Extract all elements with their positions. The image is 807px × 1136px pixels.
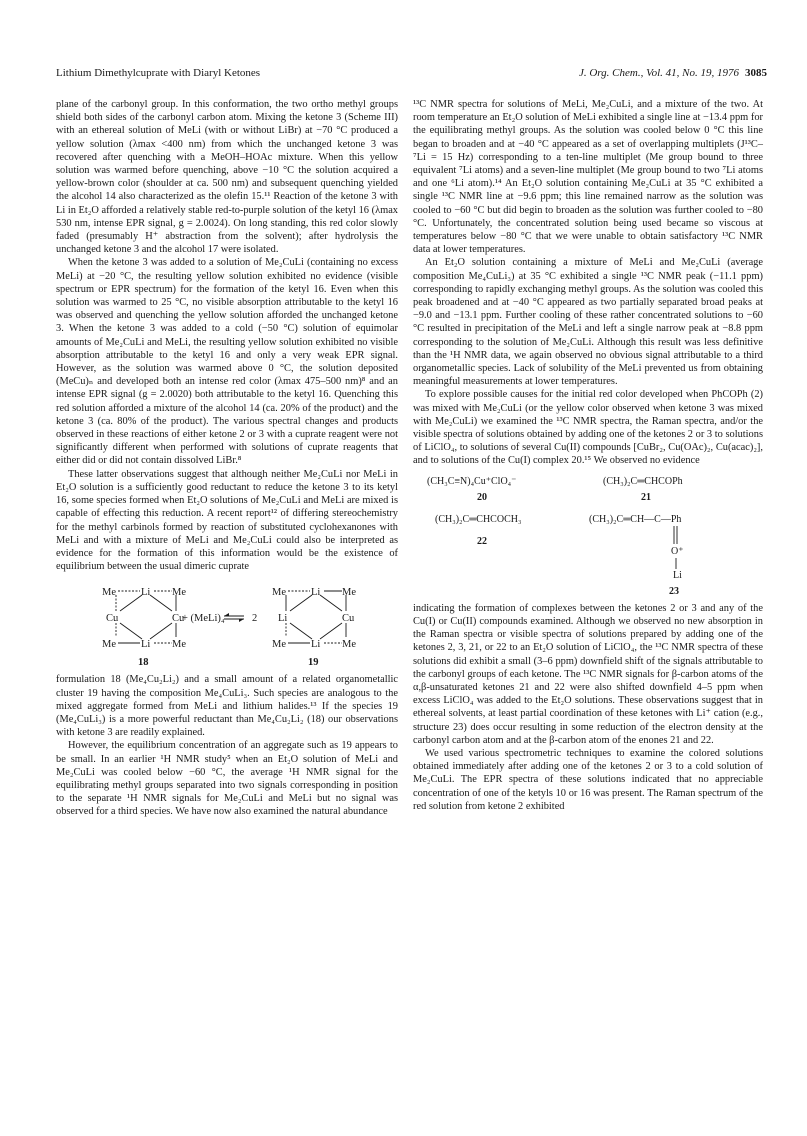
scheme-atom-li: Li	[141, 587, 151, 599]
compound-label-23: 23	[669, 585, 679, 597]
structures-20-23	[413, 472, 763, 598]
structure-23-lithium: Li	[673, 569, 682, 581]
structure-23-formula: (CH₃)₂C═CH—C—Ph	[589, 513, 682, 525]
scheme-atom-me: Me	[102, 639, 116, 651]
scheme-atom-li: Li	[278, 613, 288, 625]
paragraph: formulation 18 (Me₄Cu₂Li₂) and a small amount of a related organometallic cluster 19 having the composition Me₄CuLi₃. Such species are analogous to the mixed aggregate formed from MeLi and lithium halides.¹³ If the species 19 (Me₄CuLi₃) is a more powerful reductant than Me₄Cu₂Li₂ (18) our observations with ketone 3 are readily explained.	[56, 674, 398, 739]
structure-20-formula: (CH₃C≡N)₄Cu⁺ClO₄⁻	[427, 475, 517, 487]
compound-label-19: 19	[308, 657, 319, 669]
compound-label-21: 21	[641, 491, 651, 503]
paragraph: When the ketone 3 was added to a solution of Me₂CuLi (containing no excess MeLi) at −20 °C, the resulting yellow solution exhibited no evidence (visible spectrum or EPR spectrum) for the formation of the ketyl 16. Even when this solution was warmed to 25 °C, no visible absorption attributable to the ketyl 16 was observed and quenching the yellow solution afforded the unchanged ketone 3. When the ketone 3 was added to a cold (−50 °C) solution of equimolar amounts of Me₂CuLi and MeLi, the resulting yellow solution exhibited no visible absorption attributable to the ketyl 16 and only a very weak EPR signal. However, as the solution was warmed above 0 °C, the solution deposited (MeCu)ₙ and developed both an intense red color (λmax 475–500 nm)⁸ and an intense EPR signal (g = 2.0020) both attributable to the ketyl 16. Quenching this red solution afforded a mixture of the alcohol 14 (ca. 20% of the product) and the ketone 3 (ca. 80% of the product). The various spectral changes and products observed in these reactions of either ketone 2 or 3 with a cuprate reagent were not significantly different when performed with solutions of cuprate reagents that either did or did not contain dissolved LiBr.⁸	[56, 257, 398, 467]
scheme-atom-li: Li	[141, 639, 151, 651]
scheme-atom-li: Li	[311, 639, 321, 651]
compound-label-20: 20	[477, 491, 487, 503]
journal-name: J. Org. Chem., Vol. 41, No. 19, 1976	[578, 67, 739, 79]
right-column	[413, 98, 763, 813]
scheme-coefficient: 2	[252, 613, 258, 625]
scheme-reagent: + (MeLi)₄	[182, 613, 225, 625]
scheme-atom-me: Me	[172, 587, 186, 599]
cluster-equilibrium-scheme	[56, 577, 398, 669]
scheme-atom-cu: Cu	[342, 613, 355, 625]
paragraph: These latter observations suggest that although neither Me₂CuLi nor MeLi in Et₂O solution is a sufficiently good reductant to reduce the ketone 3 to its ketyl 16, some species formed when Et₂O solutions of Me₂CuLi and MeLi are mixed is capable of effecting this reduction. A recent report¹² of differing stereochemistry for the methyl carbinols formed by reaction of substituted cyclohexanones with MeLi and with a mixture of MeLi and Me₂CuLi could also be interpreted as evidence for the formation of this information would be the existence of equilibrium between the usual dimeric cuprate	[56, 468, 398, 573]
compound-label-18: 18	[138, 657, 149, 669]
running-title: Lithium Dimethylcuprate with Diaryl Ketones	[56, 67, 261, 79]
structure-21-formula: (CH₃)₂C═CHCOPh	[603, 475, 683, 487]
journal-citation	[579, 66, 767, 80]
scheme-atom-cu: Cu	[172, 613, 185, 625]
scheme-atom-me: Me	[272, 639, 286, 651]
scheme-atom-me: Me	[342, 639, 356, 651]
compound-label-22: 22	[477, 535, 487, 547]
paragraph: An Et₂O solution containing a mixture of MeLi and Me₂CuLi (average composition Me₄CuLi₃) at 35 °C exhibited a single ¹³C NMR peak (−11.1 ppm) corresponding to rapidly exchanging methyl groups. As the solution was cooled this peak broadened and at −40 °C appeared as two partially separated broad peaks at −9.0 and −13.1 ppm. Further cooling of these rather concentrated solutions to −60 °C resulted in precipitation of the MeLi and left a single narrow peak at −8.8 ppm corresponding to the solution of Me₂CuLi. Although this result was less definitive than the ¹H NMR data, we again observed no obvious signal attributable to a third organometallic species. Lack of solubility of the MeLi prevented us from obtaining meaningful measurements at lower temperatures.	[413, 257, 763, 388]
scheme-atom-li: Li	[311, 587, 321, 599]
left-column	[56, 98, 398, 819]
scheme-atom-me: Me	[342, 587, 356, 599]
page-header	[56, 66, 767, 80]
scheme-atom-me: Me	[272, 587, 286, 599]
paragraph: To explore possible causes for the initial red color developed when PhCOPh (2) was mixed with Me₂CuLi (or the yellow color observed when ketone 3 was mixed with Me₂CuLi) we examined the ¹³C NMR spectra, the Raman spectra, and/or the visible spectra of solutions obtained by adding one of the ketones 2 or 3 to solutions of LiClO₄, to solutions of several Cu(II) compounds [CuBr₂, Cu(OAc)₂, Cu(acac)₂], and to solutions of the Cu(I) complex 20.¹⁵ We observed no evidence	[413, 389, 763, 467]
paragraph: However, the equilibrium concentration of an aggregate such as 19 appears to be small. In an earlier ¹H NMR study⁵ when an Et₂O solution of MeLi and Me₂CuLi was cooled below −60 °C, the average ¹H NMR signal for the equilibrating methyl groups separated into two signals corresponding in position to the separate ¹H NMR signals for Me₂CuLi and MeLi but no signal was observed for a third species. We have now also examined the natural abundance	[56, 740, 398, 818]
scheme-atom-cu: Cu	[106, 613, 119, 625]
scheme-atom-me: Me	[102, 587, 116, 599]
structure-23-oxonium: O⁺	[671, 545, 684, 557]
paragraph: indicating the formation of complexes between the ketones 2 or 3 and any of the Cu(I) or Cu(II) compounds examined. Although we observed no new absorption in the Raman spectra or visible spectra of solutions prepared by adding one of the ketones 2, 3, 21, or 22 to an Et₂O solution of LiClO₄, the ¹³C NMR spectra of these solutions did exhibit a small (3–6 ppm) downfield shift of the signals attributable to the carbonyl groups of each ketone. The ¹³C NMR signals for β-carbon atoms of the α,β-unsaturated ketones 21 and 22 were also shifted downfield 4–5 ppm when excess LiClO₄ was added to the Et₂O solutions. These observations suggest that in ethereal solvents, at least partial coordination of these ketones with Li⁺ cation (e.g., structure 23) does occur resulting in some reduction of the electron density at the carbonyl carbon atom and at the β-carbon atom of the enones 21 and 22.	[413, 602, 763, 746]
page-number: 3085	[745, 67, 767, 79]
paragraph: plane of the carbonyl group. In this conformation, the two ortho methyl groups shield both sides of the carbonyl carbon atom. Mixing the ketone 3 (Scheme III) with an ethereal solution of MeLi (with or without LiBr) at −70 °C produced a yellow solution (λmax <400 nm) from which the unchanged ketone 3 was recovered after quenching with a MeOH–HOAc mixture. When this yellow solution was warmed before quenching, above −10 °C the solution acquired a yellow-brown color (shoulder at ca. 500 nm) and subsequent quenching yielded the alcohol 14 also characterized as the olefin 15.¹¹ Reaction of the ketone 3 with Li in Et₂O afforded a relatively stable red-to-purple solution of the ketyl 16 (λmax 530 nm, intense EPR signal, g = 2.0024). On long standing, this red color slowly faded (presumably H⁺ abstraction from the solvent); after hydrolysis the unchanged ketone 3 and the alcohol 17 were isolated.	[56, 99, 398, 256]
paragraph: ¹³C NMR spectra for solutions of MeLi, Me₂CuLi, and a mixture of the two. At room temperature an Et₂O solution of MeLi exhibited a single line at −13.4 ppm for the equilibrating methyl groups. As the solution was cooled below 0 °C this line began to broaden and at −40 °C appeared as a set of overlapping multiplets (J¹³C–⁷Li = 15 Hz) corresponding to a ten-line multiplet (Me group bound to three equivalent ⁷Li atoms) and a seven-line multiplet (Me group bound to two ⁷Li atoms and one ⁶Li atom).¹⁴ An Et₂O solution containing Me₂CuLi at 35 °C exhibited a single ¹³C NMR line at −9.6 ppm; this line remained narrow as the solution was cooled to −60 °C but did begin to broaden as the solution was further cooled to −80 °C. Unfortunately, the concentrated solution being used became so viscous at temperatures below −80 °C that we were unable to obtain satisfactory ¹³C NMR data at lower temperatures.	[413, 99, 763, 256]
scheme-atom-me: Me	[172, 639, 186, 651]
structure-22-formula: (CH₃)₂C═CHCOCH₃	[435, 513, 522, 525]
paragraph: We used various spectrometric techniques to examine the colored solutions obtained immediately after adding one of the ketones 2 or 3 to a cold solution of Me₂CuLi. The EPR spectra of these solutions indicated that no appreciable concentration of one of the ketyls 10 or 16 was present. The Raman spectrum of the red solution from ketone 2 exhibited	[413, 747, 763, 812]
